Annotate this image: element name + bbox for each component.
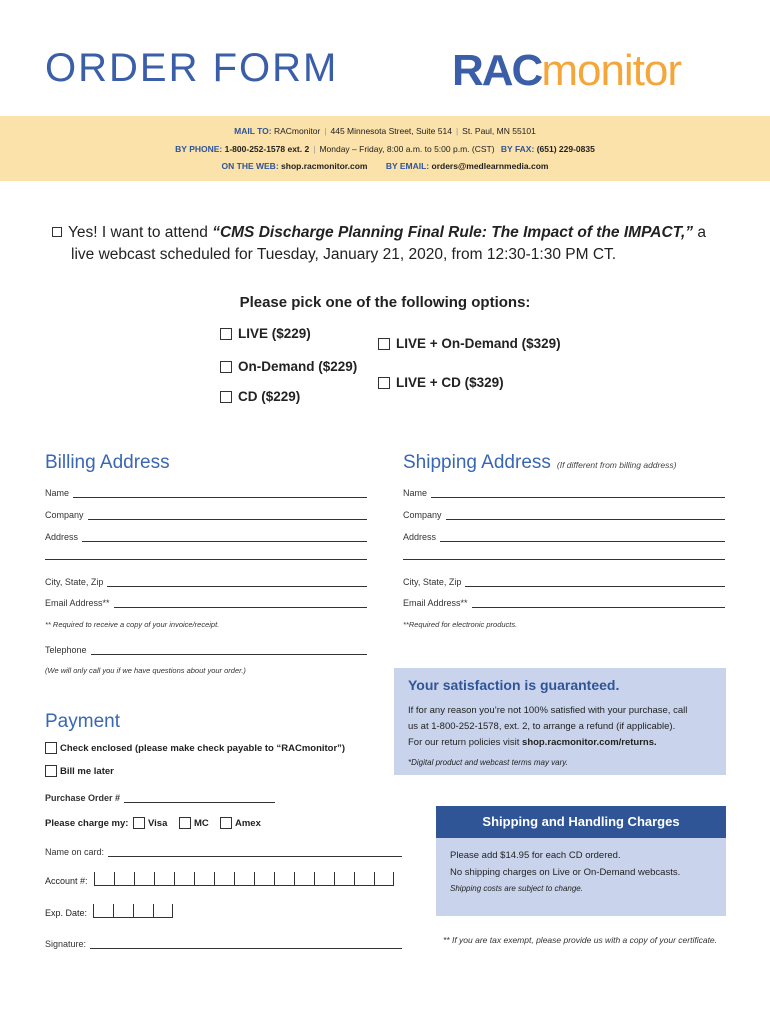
option-cd-checkbox[interactable] (220, 391, 232, 403)
charge-label: Please charge my: (45, 818, 129, 829)
web-url[interactable]: shop.racmonitor.com (281, 161, 368, 171)
billing-address-line2[interactable] (45, 559, 367, 560)
option-on-demand[interactable] (220, 359, 357, 374)
shipping-charges-box (436, 806, 726, 916)
purchase-order-label: Purchase Order # (45, 793, 121, 803)
event-title: “CMS Discharge Planning Final Rule: The Impact of the IMPACT,” (212, 224, 694, 241)
check-enclosed-label: Check enclosed (please make check payable to “RACmonitor”) (60, 742, 346, 754)
option-on-demand-checkbox[interactable] (220, 361, 232, 373)
exp-date-field[interactable] (45, 904, 173, 918)
shipping-city-field[interactable] (403, 573, 725, 587)
shipping-note: (If different from billing address) (556, 460, 677, 470)
shipping-address-label: Address (403, 532, 437, 542)
shipping-company-label: Company (403, 510, 442, 520)
phone-hours: Monday – Friday, 8:00 a.m. to 5:00 p.m. (CST) (319, 144, 495, 154)
mail-label: MAIL TO: (234, 126, 272, 136)
satisfaction-footnote: *Digital product and webcast terms may vary. (408, 758, 568, 767)
billing-heading: Billing Address (45, 452, 170, 473)
billing-telephone-field[interactable] (45, 641, 367, 655)
fax-number: (651) 229-0835 (536, 144, 595, 154)
attend-pre: Yes! I want to attend (68, 224, 208, 241)
option-live-on-demand-checkbox[interactable] (378, 338, 390, 350)
option-live-cd-checkbox[interactable] (378, 377, 390, 389)
exp-date-boxes[interactable] (93, 904, 173, 918)
mc-label: MC (194, 817, 209, 829)
options-heading: Please pick one of the following options: (239, 294, 531, 311)
shipping-charges-heading: Shipping and Handling Charges (436, 806, 726, 838)
phone-label: BY PHONE: (175, 144, 223, 154)
shipping-name-field[interactable] (403, 484, 725, 498)
signature-field[interactable] (45, 935, 402, 949)
option-live-checkbox[interactable] (220, 328, 232, 340)
billing-telephone-label: Telephone (45, 645, 87, 655)
returns-link[interactable]: shop.racmonitor.com/returns. (522, 737, 657, 748)
payment-heading: Payment (45, 711, 120, 732)
shipping-email-note: **Required for electronic products. (403, 620, 518, 629)
logo-rac-text: RAC (452, 46, 542, 95)
billing-name-label: Name (45, 488, 70, 498)
email-label: BY EMAIL: (385, 161, 430, 171)
account-number-field[interactable] (45, 872, 394, 886)
option-live-on-demand[interactable] (378, 336, 561, 351)
phone-number: 1-800-252-1578 ext. 2 (224, 144, 310, 154)
telephone-note: (We will only call you if we have questions about your order.) (45, 666, 246, 675)
option-cd-label: CD ($229) (238, 389, 301, 404)
mc-checkbox[interactable] (179, 817, 191, 829)
mc-option[interactable] (179, 817, 209, 829)
shipping-company-field[interactable] (403, 506, 725, 520)
amex-option[interactable] (220, 817, 261, 829)
billing-city-label: City, State, Zip (45, 577, 104, 587)
billing-company-field[interactable] (45, 506, 367, 520)
purchase-order-field[interactable] (45, 789, 275, 803)
amex-checkbox[interactable] (220, 817, 232, 829)
bill-me-later-label: Bill me later (60, 765, 114, 777)
billing-company-label: Company (45, 510, 84, 520)
satisfaction-line2: us at 1-800-252-1578, ext. 2, to arrange a refund (if applicable). (408, 721, 676, 732)
exp-date-label: Exp. Date: (45, 908, 88, 918)
shipping-email-label: Email Address** (403, 598, 468, 608)
mail-street: 445 Minnesota Street, Suite 514 (330, 126, 452, 136)
check-enclosed-option[interactable] (45, 742, 345, 754)
attend-checkbox[interactable] (52, 227, 62, 237)
signature-label: Signature: (45, 939, 87, 949)
visa-label: Visa (148, 817, 168, 829)
shipping-city-label: City, State, Zip (403, 577, 462, 587)
check-enclosed-checkbox[interactable] (45, 742, 57, 754)
billing-email-field[interactable] (45, 594, 367, 608)
option-live-cd-label: LIVE + CD ($329) (396, 375, 504, 390)
billing-city-field[interactable] (45, 573, 367, 587)
mail-city: St. Paul, MN 55101 (462, 126, 536, 136)
billing-email-label: Email Address** (45, 598, 110, 608)
email-address[interactable]: orders@medlearnmedia.com (431, 161, 549, 171)
billing-name-field[interactable] (45, 484, 367, 498)
bill-me-later-checkbox[interactable] (45, 765, 57, 777)
shipping-charges-line2: No shipping charges on Live or On-Demand webcasts. (450, 867, 681, 878)
shipping-charges-line1: Please add $14.95 for each CD ordered. (450, 850, 621, 861)
attend-line2: live webcast scheduled for Tuesday, January 21, 2020, from 12:30-1:30 PM CT. (71, 246, 617, 263)
shipping-name-label: Name (403, 488, 428, 498)
shipping-address-field[interactable] (403, 528, 725, 542)
fax-label: BY FAX: (500, 144, 535, 154)
satisfaction-line3-text: For our return policies visit (408, 737, 523, 748)
contact-band (0, 116, 770, 181)
option-live-on-demand-label: LIVE + On-Demand ($329) (396, 336, 561, 351)
web-label: ON THE WEB: (221, 161, 279, 171)
racmonitor-logo (452, 48, 681, 94)
option-live-label: LIVE ($229) (238, 326, 311, 341)
amex-label: Amex (235, 817, 261, 829)
shipping-charges-note: Shipping costs are subject to change. (450, 884, 583, 893)
web-row (0, 161, 770, 171)
tax-exempt-note: ** If you are tax exempt, please provide us with a copy of your certificate. (443, 935, 718, 945)
satisfaction-heading: Your satisfaction is guaranteed. (408, 677, 620, 693)
option-cd[interactable] (220, 389, 300, 404)
satisfaction-line1: If for any reason you’re not 100% satisfied with your purchase, call (408, 705, 688, 716)
attend-post: a (697, 224, 706, 241)
page-title: ORDER FORM (45, 46, 339, 90)
phone-row: BY PHONE: 1-800-252-1578 ext. 2 | Monday – Friday, 8:00 a.m. to 5:00 p.m. (CST) BY FAX: (651) 229-0835 (175, 144, 595, 154)
option-live[interactable] (220, 326, 311, 341)
shipping-email-field[interactable] (403, 594, 725, 608)
visa-checkbox[interactable] (133, 817, 145, 829)
visa-option[interactable] (133, 817, 167, 829)
option-on-demand-label: On-Demand ($229) (238, 359, 358, 374)
name-on-card-label: Name on card: (45, 847, 105, 857)
account-number-label: Account #: (45, 876, 88, 886)
bill-me-later-option[interactable] (45, 765, 114, 777)
shipping-address-line2[interactable] (403, 559, 725, 560)
satisfaction-box (394, 668, 726, 775)
shipping-heading-row (403, 452, 676, 474)
mail-name: RACmonitor (273, 126, 321, 136)
charge-label-row (45, 818, 128, 829)
option-live-cd[interactable] (378, 375, 504, 390)
account-number-boxes[interactable] (94, 872, 394, 886)
billing-address-label: Address (45, 532, 79, 542)
billing-address-field[interactable] (45, 528, 367, 542)
satisfaction-line3 (408, 735, 712, 751)
shipping-heading: Shipping Address (403, 452, 551, 473)
mail-row: MAIL TO: RACmonitor | 445 Minnesota Street, Suite 514 | St. Paul, MN 55101 (234, 126, 536, 136)
logo-monitor-text: monitor (541, 46, 682, 95)
attend-statement (52, 222, 732, 266)
billing-email-note: ** Required to receive a copy of your invoice/receipt. (45, 620, 220, 629)
name-on-card-field[interactable] (45, 843, 402, 857)
